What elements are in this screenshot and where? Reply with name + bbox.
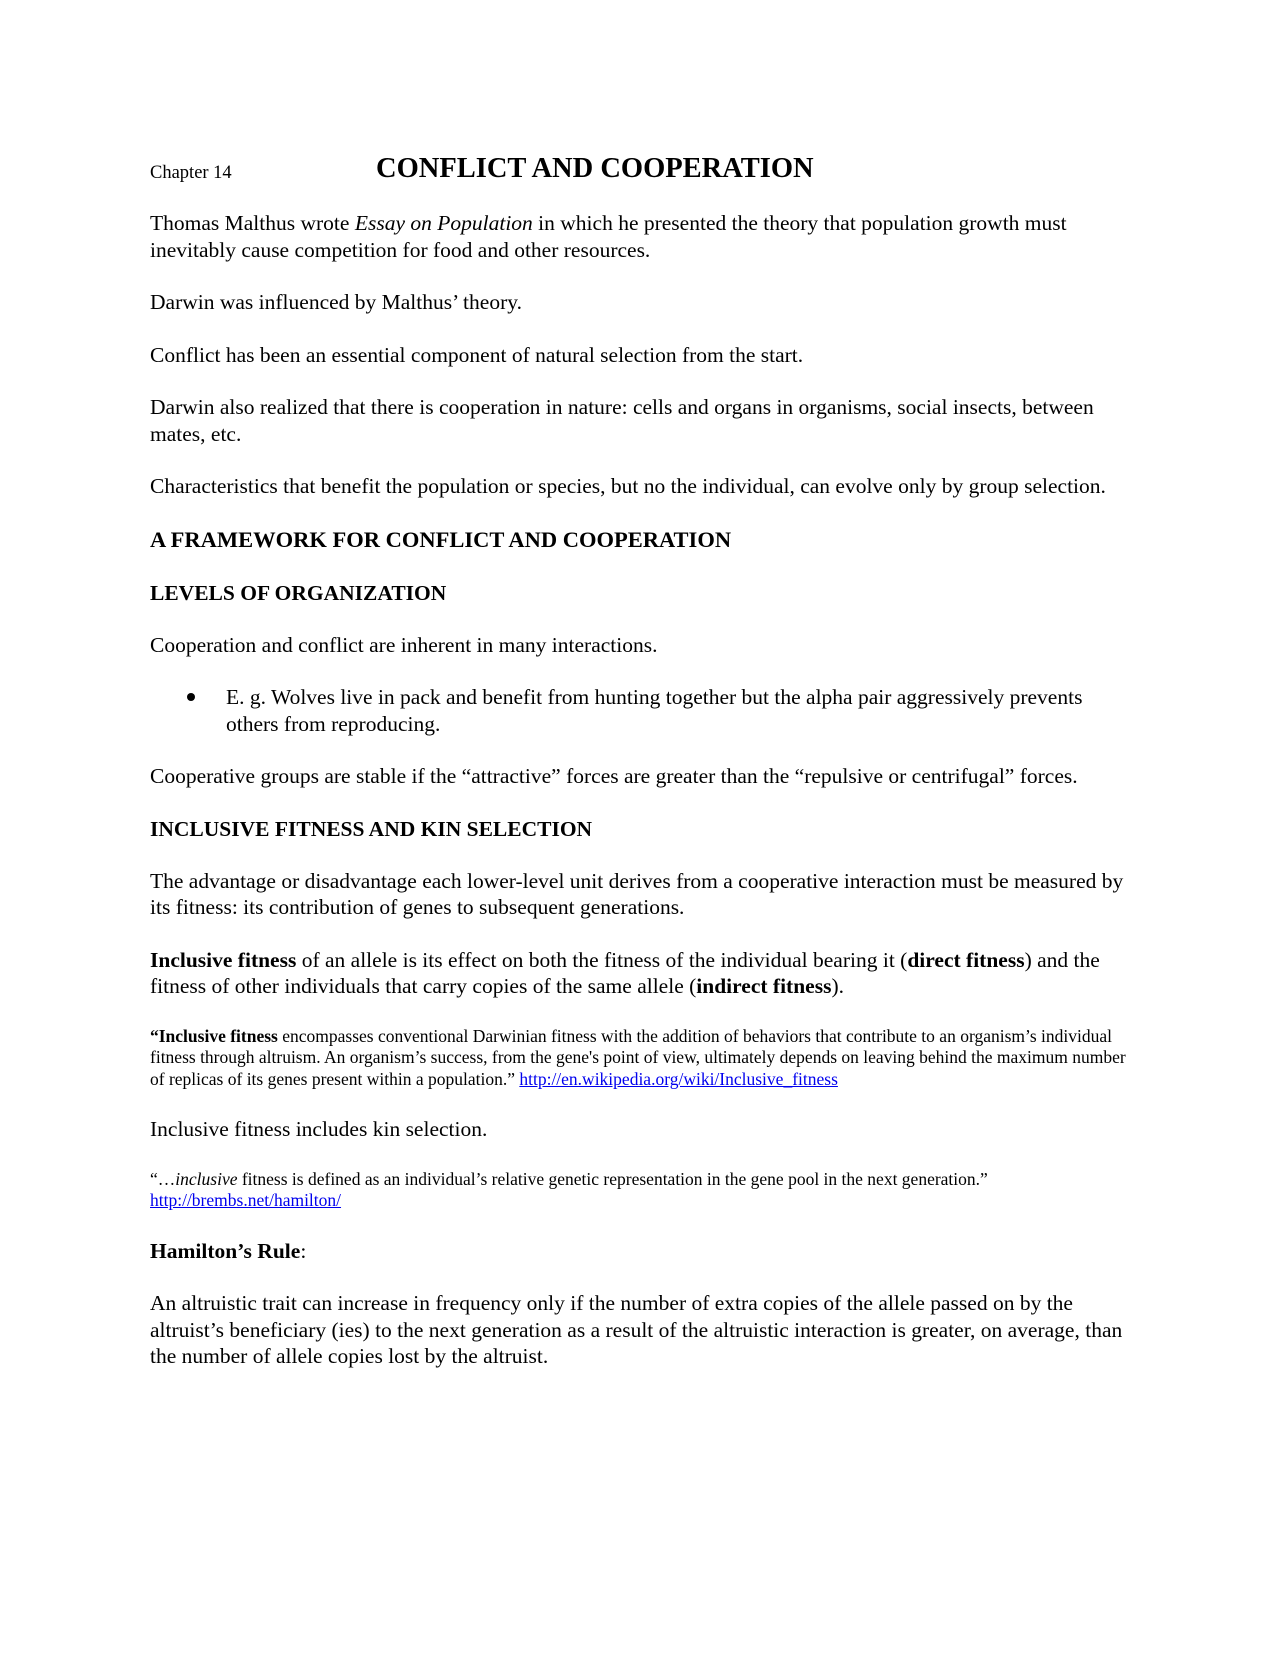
quote-wikipedia-term: “Inclusive fitness — [150, 1025, 278, 1046]
quote-wikipedia-text: encompasses conventional Darwinian fitness with the addition of behaviors that contribute to an organism’s individual fitness through altruism. An organism’s success, from the gene's point of view, ultimately depends on leaving behind the maximum number of replicas of its genes present within a population.” — [150, 1025, 1126, 1089]
quote-brembs-italic: inclusive — [175, 1168, 238, 1189]
definition-text-1: of an allele is its effect on both the fitness of the individual bearing it ( — [296, 947, 908, 972]
definition-text-3: ). — [831, 974, 844, 998]
malthus-text-end: in which he presented the theory that population growth must inevitably cause competition for food and other resources. — [150, 211, 1067, 262]
brembs-link[interactable]: http://brembs.net/hamilton/ — [150, 1190, 342, 1210]
paragraph-cooperation-nature: Darwin also realized that there is cooperation in nature: cells and organs in organisms, social insects, between mates, etc. — [150, 395, 1094, 446]
malthus-text-start: Thomas Malthus wrote — [150, 211, 355, 235]
paragraph-group-selection: Characteristics that benefit the population or species, but no the individual, can evolve only by group selection. — [150, 474, 1106, 498]
bullet-text: E. g. Wolves live in pack and benefit from hunting together but the alpha pair aggressively prevents others from reproducing. — [226, 685, 1083, 736]
paragraph-inherent: Cooperation and conflict are inherent in many interactions. — [150, 632, 658, 657]
quote-brembs-open: “… — [150, 1168, 176, 1189]
book-title: Essay on Population — [354, 211, 533, 235]
paragraph-advantage: The advantage or disadvantage each lower-level unit derives from a cooperative interaction must be measured by its fitness: its contribution of genes to subsequent generations. — [150, 868, 1124, 919]
definition-text-2: ) and the fitness of other individuals that carry copies of the same allele ( — [150, 947, 1100, 998]
paragraph-darwin-influenced: Darwin was influenced by Malthus’ theory. — [150, 290, 522, 314]
paragraph-malthus — [150, 210, 1130, 263]
hamilton-rule-colon: : — [300, 1238, 307, 1263]
list-item — [150, 684, 1130, 737]
quote-brembs-text: fitness is defined as an individual’s relative genetic representation in the gene pool in the next generation.” — [237, 1168, 988, 1189]
chapter-label: Chapter 14 — [150, 163, 232, 183]
term-inclusive-fitness: Inclusive fitness — [150, 947, 297, 972]
wikipedia-link[interactable]: http://en.wikipedia.org/wiki/Inclusive_fitness — [519, 1068, 838, 1089]
heading-inclusive-fitness: INCLUSIVE FITNESS AND KIN SELECTION — [150, 816, 593, 841]
chapter-title: CONFLICT AND COOPERATION — [376, 153, 814, 184]
paragraph-altruistic-trait: An altruistic trait can increase in frequency only if the number of extra copies of the allele passed on by the altruist’s beneficiary (ies) to the next generation as a result of the altruistic interaction is greater, on average, than the number of allele copies lost by the altruist. — [150, 1291, 1123, 1368]
paragraph-stable-groups: Cooperative groups are stable if the “attractive” forces are greater than the “repulsive or centrifugal” forces. — [150, 764, 1078, 788]
heading-framework: A FRAMEWORK FOR CONFLICT AND COOPERATION — [150, 526, 732, 552]
paragraph-conflict: Conflict has been an essential component of natural selection from the start. — [150, 342, 804, 367]
bullet-icon — [187, 693, 195, 701]
paragraph-inclusive-definition — [150, 947, 1130, 1000]
quote-wikipedia — [150, 1026, 1130, 1091]
paragraph-kin-selection: Inclusive fitness includes kin selection. — [150, 1117, 488, 1141]
chapter-header — [150, 150, 1130, 190]
quote-brembs — [150, 1169, 1130, 1212]
heading-levels: LEVELS OF ORGANIZATION — [150, 580, 447, 605]
term-direct-fitness: direct fitness — [907, 947, 1025, 972]
document-body — [150, 210, 1130, 1396]
term-indirect-fitness: indirect fitness — [696, 974, 832, 998]
bullet-list — [150, 684, 1130, 737]
hamilton-rule-label: Hamilton’s Rule — [150, 1238, 301, 1263]
heading-hamilton-rule — [150, 1238, 1130, 1265]
